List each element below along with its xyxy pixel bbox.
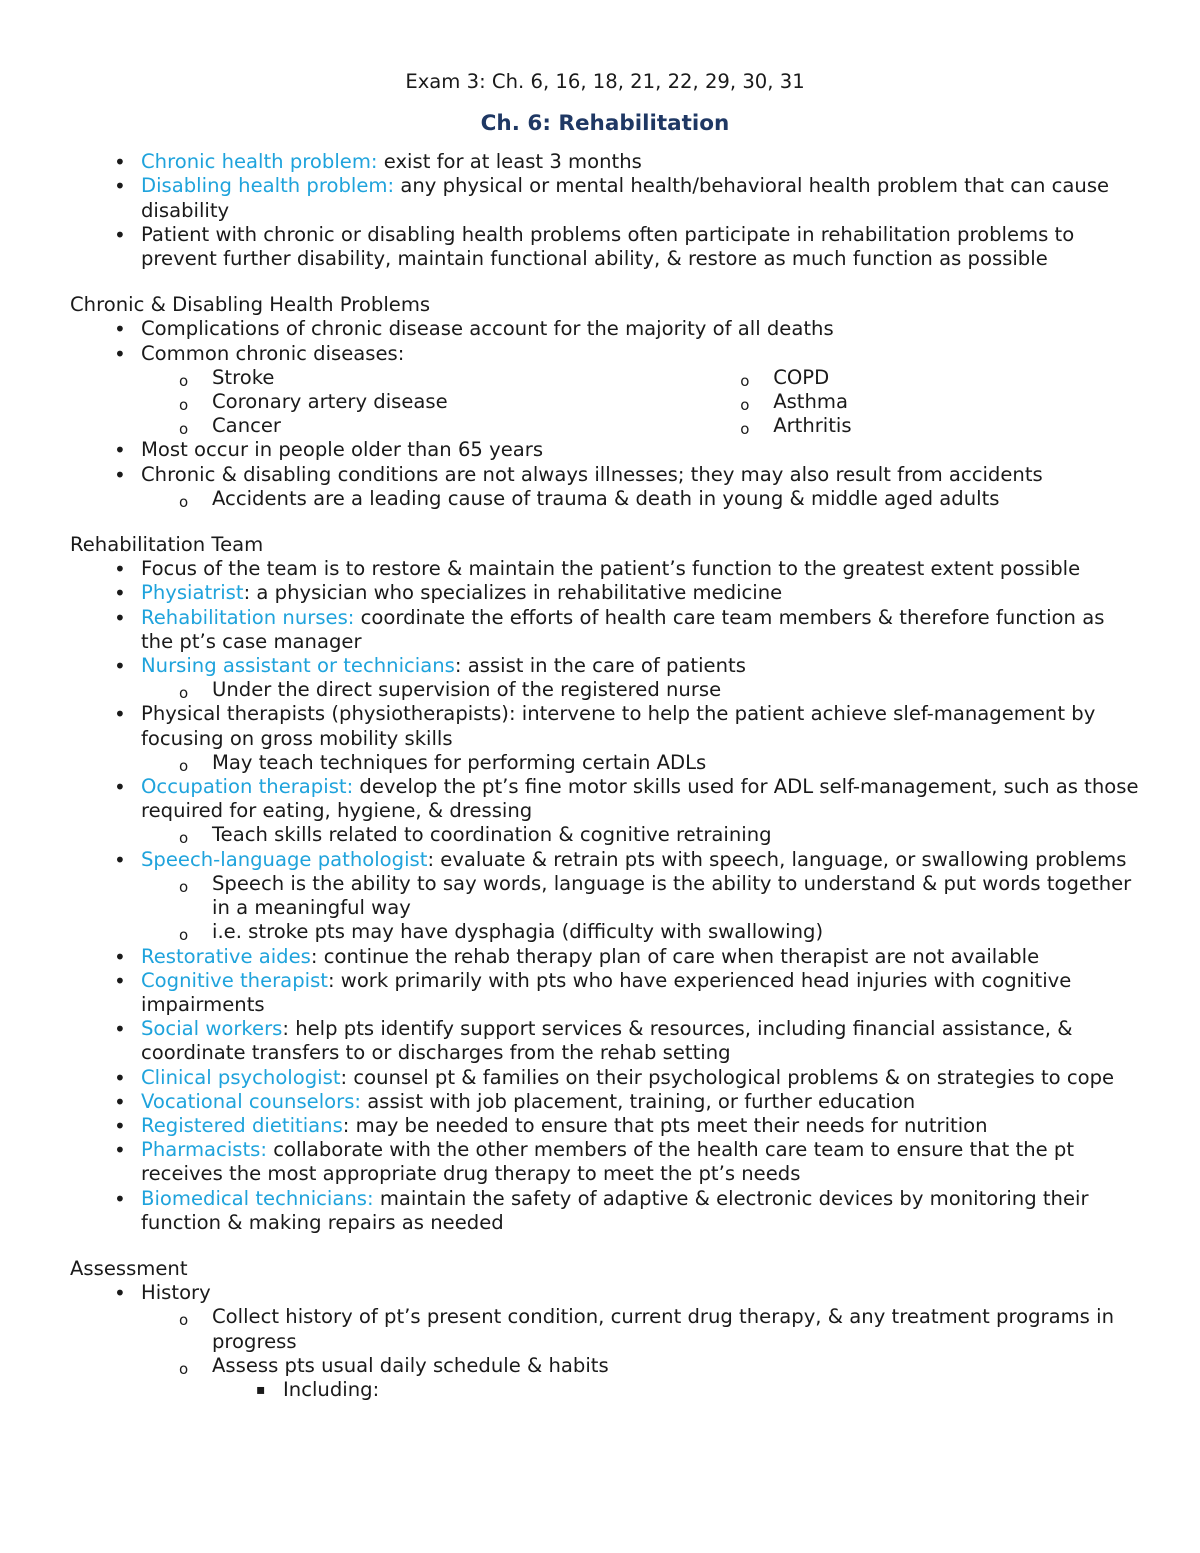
team-section (70, 533, 1140, 1235)
team-member-item (70, 1114, 1140, 1138)
term: Speech-language pathologist (141, 847, 428, 871)
list-item (70, 1281, 1140, 1402)
definition: assist with job placement, training, or further education (361, 1089, 916, 1113)
definition: collaborate with the other members of the health care team to ensure that the pt receives the most appropriate drug therapy to meet the pt’s needs (141, 1138, 1075, 1186)
team-member-item (70, 581, 1140, 605)
sub-sub-item: ▪ Including: (212, 1378, 1140, 1402)
team-member-item (70, 1017, 1140, 1065)
disease-item: o Cancer (141, 414, 702, 438)
section-title: Chronic & Disabling Health Problems (70, 293, 431, 317)
term: Chronic health problem: (141, 150, 378, 174)
list-item (70, 174, 1140, 222)
document-content (70, 70, 1140, 1402)
sub-item: o Speech is the ability to say words, language is the ability to understand & put words together in a meaningful way (141, 872, 1140, 920)
team-member-item (70, 945, 1140, 969)
team-member-item (70, 1187, 1140, 1235)
sub-item: o Accidents are a leading cause of trauma & death in young & middle aged adults (141, 487, 1140, 511)
term: Registered dietitians (141, 1113, 343, 1137)
team-member-item (70, 775, 1140, 848)
team-member-item (70, 969, 1140, 1017)
sub-list (141, 678, 1140, 702)
team-member-item (70, 1138, 1140, 1186)
definition: Focus of the team is to restore & maintain the patient’s function to the greatest extent possible (141, 557, 1081, 581)
definition: : a physician who specializes in rehabilitative medicine (243, 581, 783, 605)
sub-item: o Teach skills related to coordination & cognitive retraining (141, 823, 1140, 847)
team-member-item (70, 848, 1140, 945)
chronic-list (70, 317, 1140, 511)
sub-list (141, 487, 1140, 511)
definition: : may be needed to ensure that pts meet their needs for nutrition (342, 1113, 988, 1137)
term: Pharmacists: (141, 1138, 267, 1162)
assessment-section (70, 1257, 1140, 1402)
team-list (70, 557, 1140, 1235)
term: Physiatrist (141, 581, 244, 605)
team-member-item (70, 654, 1140, 702)
team-member-item (70, 702, 1140, 775)
definition: maintain the safety of adaptive & electronic devices by monitoring their function & making repairs as needed (141, 1186, 1089, 1234)
term: Restorative aides (141, 944, 311, 968)
definition: : help pts identify support services & resources, including financial assistance, & coordinate transfers to or discharges from the rehab setting (141, 1017, 1073, 1065)
term: Nursing assistant or technicians (141, 654, 455, 678)
definition: : continue the rehab therapy plan of care when therapist are not available (310, 944, 1040, 968)
team-member-item (70, 557, 1140, 581)
term: Occupation therapist: (141, 775, 354, 799)
definition: develop the pt’s fine motor skills used for ADL self-management, such as those required for eating, hygiene, & dressing (141, 775, 1139, 823)
sub-item: o Collect history of pt’s present condition, current drug therapy, & any treatment programs in progress (141, 1305, 1140, 1353)
list-item-text: History (141, 1281, 211, 1305)
term: Cognitive therapist (141, 968, 328, 992)
sub-item (141, 1354, 1140, 1402)
definition: Physical therapists (physiotherapists): intervene to help the patient achieve slef-management by focusing on gross mobility skills (141, 702, 1096, 750)
term: Vocational counselors: (141, 1089, 362, 1113)
list-item (70, 150, 1140, 174)
list-item-text: Chronic & disabling conditions are not always illnesses; they may also result from accidents (141, 462, 1043, 486)
team-member-item (70, 606, 1140, 654)
list-item (70, 342, 1140, 439)
disease-item: o Coronary artery disease (141, 390, 702, 414)
sub-sub-list (212, 1378, 1140, 1402)
disease-item: o COPD (702, 366, 1140, 390)
list-item: • Most occur in people older than 65 years (70, 438, 1140, 462)
disease-list-right (702, 366, 1140, 439)
disease-item: o Asthma (702, 390, 1140, 414)
sub-item: o Under the direct supervision of the registered nurse (141, 678, 1140, 702)
term: Clinical psychologist (141, 1065, 341, 1089)
disease-columns (141, 366, 1140, 439)
definition: coordinate the efforts of health care team members & therefore function as the pt’s case manager (141, 605, 1105, 653)
definition: Patient with chronic or disabling health problems often participate in rehabilitation problems to prevent further disability, maintain functional ability, & restore as much function as possible (141, 222, 1075, 271)
definition: any physical or mental health/behavioral health problem that can cause disability (141, 174, 1110, 222)
disease-list-left (141, 366, 702, 439)
term: Social workers (141, 1017, 283, 1041)
list-item: • Complications of chronic disease account for the majority of all deaths (70, 317, 1140, 341)
definition: : evaluate & retrain pts with speech, language, or swallowing problems (427, 847, 1127, 871)
sub-item: o May teach techniques for performing certain ADLs (141, 751, 1140, 775)
chapter-title: Ch. 6: Rehabilitation (480, 111, 730, 136)
exam-title: Exam 3: Ch. 6, 16, 18, 21, 22, 29, 30, 31 (405, 70, 805, 93)
sub-item-text: Assess pts usual daily schedule & habits (212, 1353, 609, 1377)
sub-list (141, 751, 1140, 775)
list-item (70, 463, 1140, 511)
list-item-text: Common chronic diseases: (141, 341, 405, 365)
term: Rehabilitation nurses: (141, 605, 355, 629)
disease-item: o Arthritis (702, 414, 1140, 438)
sub-list (141, 823, 1140, 847)
sub-list (141, 872, 1140, 945)
disease-item: o Stroke (141, 366, 702, 390)
sub-list (141, 1305, 1140, 1402)
intro-list (70, 150, 1140, 271)
assessment-list (70, 1281, 1140, 1402)
team-member-item (70, 1090, 1140, 1114)
sub-item: o i.e. stroke pts may have dysphagia (difficulty with swallowing) (141, 920, 1140, 944)
term: Biomedical technicians: (141, 1186, 374, 1210)
term: Disabling health problem: (141, 174, 395, 198)
section-title: Assessment (70, 1256, 188, 1280)
definition: : assist in the care of patients (454, 654, 746, 678)
list-item (70, 223, 1140, 271)
team-member-item (70, 1066, 1140, 1090)
definition: : work primarily with pts who have experienced head injuries with cognitive impairments (141, 968, 1072, 1016)
definition: : counsel pt & families on their psychological problems & on strategies to cope (340, 1065, 1115, 1089)
chronic-section (70, 293, 1140, 511)
section-title: Rehabilitation Team (70, 533, 264, 557)
definition: exist for at least 3 months (377, 150, 642, 174)
